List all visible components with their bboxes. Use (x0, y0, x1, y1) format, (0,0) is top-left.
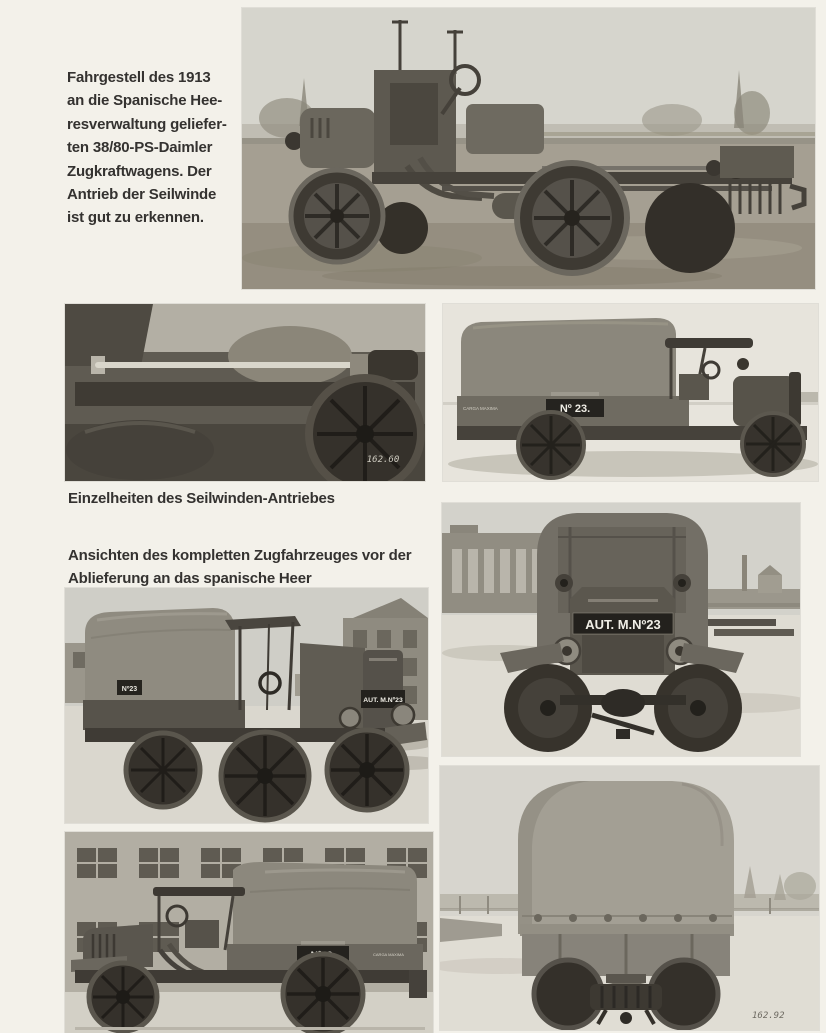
photo-chassis-side-view (242, 8, 815, 289)
photo-truck-side-view-left (65, 832, 433, 1033)
winch-detail-illustration (65, 304, 425, 481)
rear-wheel (283, 954, 363, 1033)
caption-line: Fahrgestell des 1913 (67, 69, 211, 86)
photo-truck-three-quarter-view (65, 588, 428, 823)
chassis-side-illustration (242, 8, 815, 289)
caption-line: ten 38/80-PS-Daimler (67, 139, 213, 157)
rear-wheel (518, 412, 584, 478)
side-marking-text: CARGA MAXIMA (463, 406, 498, 411)
caption-views-text (68, 544, 448, 591)
photo-truck-rear-view (440, 766, 819, 1030)
truck-side-illustration (443, 304, 818, 481)
number-plate-text: Nº 23. (559, 403, 591, 415)
caption-line: Antrieb der Seilwinde (67, 186, 217, 204)
front-wheel (742, 413, 804, 475)
caption-line: ist gut zu erkennen. (67, 209, 204, 227)
photo-truck-side-view (443, 304, 818, 481)
truck-rear-illustration (440, 766, 819, 1030)
truck-three-quarter-illustration (65, 588, 428, 823)
rear-wheel (309, 378, 421, 481)
caption-line: Zugkraftwagens. Der (67, 162, 212, 180)
rear-wheel (517, 163, 627, 273)
middle-wheel (221, 732, 309, 820)
archive-stamp-text: 162.92 (752, 1011, 785, 1021)
truck-front-illustration (442, 503, 800, 756)
photo-winch-detail (65, 304, 425, 481)
caption-winch-text: Einzelheiten des Seilwinden-Antriebes (68, 490, 335, 507)
front-wheel (89, 963, 157, 1031)
caption-line: Ablieferung an das spanische Heer (68, 570, 312, 588)
rear-wheel (126, 733, 200, 807)
front-wheel (291, 170, 383, 262)
archive-stamp-text: 162.60 (366, 455, 400, 465)
truck-side-left-illustration (65, 832, 433, 1033)
caption-line: resverwaltung geliefer- (67, 115, 227, 133)
caption-line: Ansichten des kompletten Zugfahrzeuges vor der (68, 547, 412, 564)
number-plate-text: AUT. M.Nº23 (585, 617, 661, 632)
caption-line: an die Spanische Hee- (67, 92, 223, 110)
photo-truck-front-view (442, 503, 800, 756)
number-plate-text: AUT. M.Nº23 (363, 697, 403, 704)
tarp-plate-text: Nº23 (121, 686, 138, 693)
side-marking-text: CARGA MAXIMA (373, 952, 404, 957)
truck-silhouette (518, 781, 734, 1028)
front-wheel (327, 730, 407, 810)
